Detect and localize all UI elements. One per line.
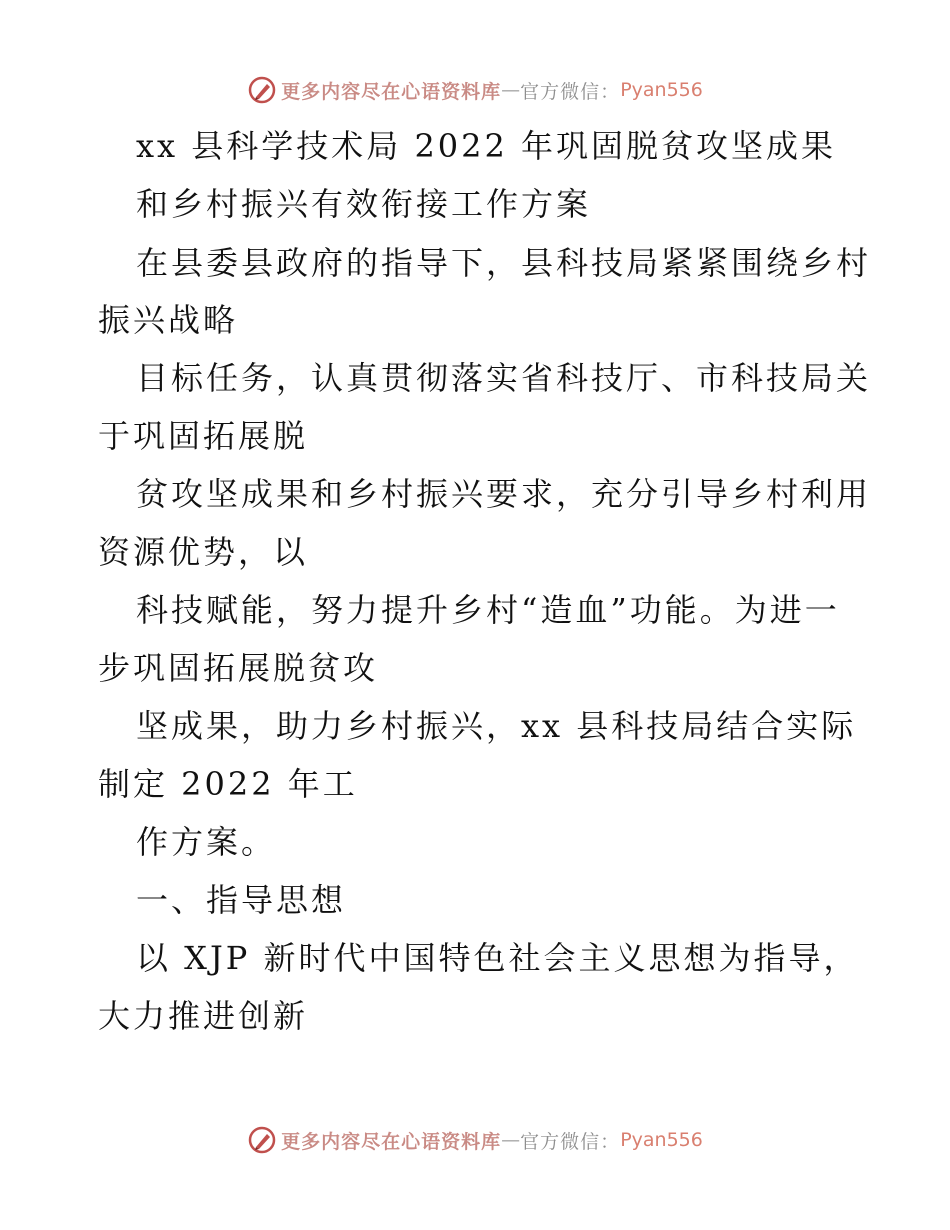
title-line-1: xx 县科学技术局 2022 年巩固脱贫攻坚成果 <box>136 127 837 165</box>
body-line: 制定 2022 年工 <box>98 765 358 803</box>
watermark-handle: Pyan556 <box>620 79 703 101</box>
watermark-main-text: 更多内容尽在心语资料库 <box>281 1130 502 1153</box>
body-line: 作方案。 <box>136 823 277 861</box>
body-line: 大力推进创新 <box>98 997 309 1035</box>
body-line: 于巩固拓展脱 <box>98 417 309 455</box>
pen-logo-icon <box>247 1125 277 1155</box>
body-line: 坚成果，助力乡村振兴，xx 县科技局结合实际 <box>136 707 857 745</box>
watermark-label: 官方微信： <box>520 1130 621 1153</box>
body-line: 贫攻坚成果和乡村振兴要求，充分引导乡村利用 <box>136 475 872 513</box>
body-line: 目标任务，认真贯彻落实省科技厅、市科技局关 <box>136 359 872 397</box>
body-line: 步巩固拓展脱贫攻 <box>98 649 379 687</box>
watermark-main-text: 更多内容尽在心语资料库 <box>281 80 502 103</box>
section-heading: 一、指导思想 <box>136 881 347 919</box>
footer-watermark <box>0 1120 950 1160</box>
watermark-dash: — <box>501 79 521 101</box>
body-line: 振兴战略 <box>98 301 239 339</box>
watermark-dash: — <box>501 1129 521 1151</box>
body-line: 科技赋能，努力提升乡村“造血”功能。为进一 <box>136 591 840 629</box>
body-line: 在县委县政府的指导下，县科技局紧紧围绕乡村 <box>136 244 872 282</box>
watermark-handle: Pyan556 <box>620 1129 703 1151</box>
watermark-label: 官方微信： <box>520 80 621 103</box>
body-line: 资源优势，以 <box>98 533 309 571</box>
title-line-2: 和乡村振兴有效衔接工作方案 <box>136 185 592 223</box>
body-line: 以 XJP 新时代中国特色社会主义思想为指导， <box>136 939 859 977</box>
